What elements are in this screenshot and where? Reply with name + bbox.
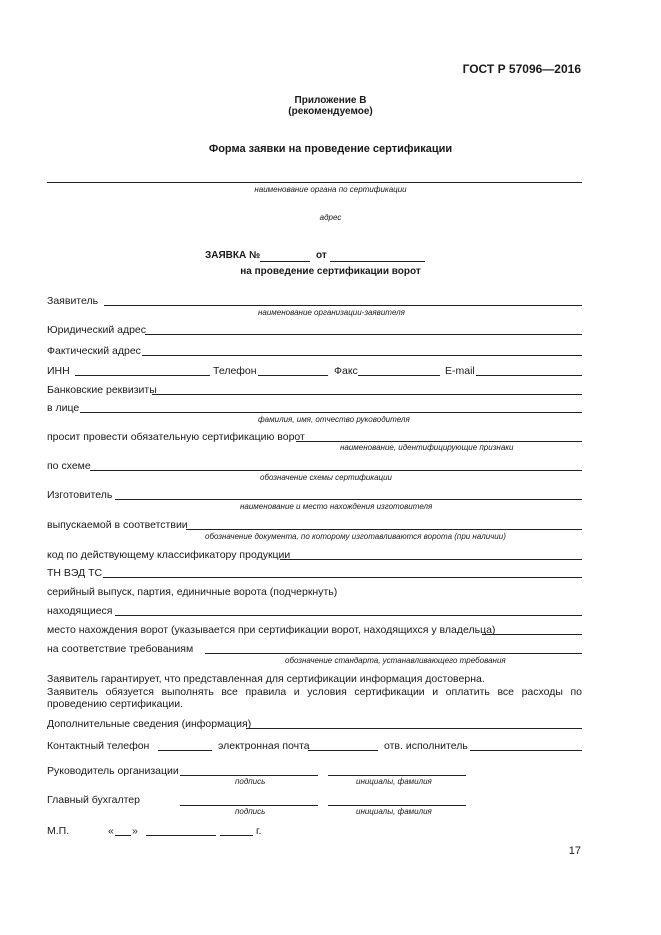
application-date-field[interactable] [330, 261, 425, 262]
fax-field[interactable] [358, 375, 440, 376]
guarantee-statement: Заявитель гарантирует, что представленная для сертификации информация достоверна. [47, 673, 485, 685]
inn-label: ИНН [47, 365, 70, 377]
application-subtitle: на проведение сертификации ворот [240, 266, 421, 277]
contact-phone-field[interactable] [158, 750, 212, 751]
manufacturer-hint: наименование и место нахождения изготовителя [240, 502, 433, 511]
release-type-label[interactable]: серийный выпуск, партия, единичные ворота (подчеркнуть) [47, 586, 338, 598]
appendix-title: Приложение В [294, 95, 367, 106]
head-initials-field[interactable] [328, 775, 466, 776]
code-field[interactable] [280, 559, 582, 560]
application-date-label: от [316, 250, 327, 261]
bank-label: Банковские реквизиты [47, 384, 157, 396]
compliance-field[interactable] [205, 653, 582, 654]
email-label: E-mail [445, 365, 475, 377]
person-field[interactable] [80, 412, 582, 413]
document-hint: обозначение документа, по которому изготавливаются ворота (при наличии) [205, 532, 506, 541]
location-label: место нахождения ворот (указывается при сертификации ворот, находящихся у владельца) [47, 624, 496, 636]
accountant-initials-hint: инициалы, фамилия [356, 807, 432, 816]
phone-field[interactable] [258, 375, 328, 376]
page-number: 17 [568, 845, 581, 857]
location-field[interactable] [482, 634, 582, 635]
scheme-field[interactable] [90, 470, 582, 471]
standard-number: ГОСТ Р 57096—2016 [462, 62, 581, 76]
email-field[interactable] [476, 375, 582, 376]
manufacturer-field[interactable] [115, 499, 582, 500]
actual-address-label: Фактический адрес [47, 345, 141, 357]
accountant-signature-label: Главный бухгалтер [47, 794, 140, 806]
legal-address-label: Юридический адрес [47, 324, 147, 336]
applicant-field[interactable] [104, 305, 582, 306]
obligation-statement: Заявитель обязуется выполнять все правила и условия сертификации и оплатить все расходы по проведению сертификации. [47, 686, 582, 710]
request-field[interactable] [296, 441, 582, 442]
application-number-label: ЗАЯВКА № [205, 250, 261, 261]
date-month-field[interactable] [146, 835, 216, 836]
application-number-field[interactable] [260, 261, 310, 262]
actual-address-field[interactable] [142, 355, 582, 356]
accountant-signature-hint: подпись [235, 807, 266, 816]
stamp-label: М.П. [47, 825, 70, 837]
date-open-quote: « [108, 825, 114, 837]
contact-phone-label: Контактный телефон [47, 740, 150, 752]
contact-email-label: электронная почта [218, 740, 310, 752]
scheme-label: по схеме [47, 460, 91, 472]
additional-label: Дополнительные сведения (информация) [47, 718, 252, 730]
contact-email-field[interactable] [308, 750, 378, 751]
request-label: просит провести обязательную сертификацию ворот [47, 431, 305, 443]
date-close-quote: » [132, 825, 138, 837]
inn-field[interactable] [75, 375, 210, 376]
address-hint: адрес [319, 213, 342, 222]
legal-address-field[interactable] [145, 334, 582, 335]
accountant-initials-field[interactable] [328, 805, 466, 806]
appendix-note: (рекомендуемое) [288, 106, 373, 117]
located-field[interactable] [115, 615, 582, 616]
head-signature-field[interactable] [180, 775, 318, 776]
gate-id-hint: наименование, идентифицирующие признаки [340, 443, 514, 452]
head-name-hint: фамилия, имя, отчество руководителя [258, 415, 410, 424]
head-initials-hint: инициалы, фамилия [356, 777, 432, 786]
scheme-hint: обозначение схемы сертификации [260, 473, 392, 482]
tnved-label: ТН ВЭД ТС [47, 567, 103, 579]
located-label: находящиеся [47, 605, 113, 617]
fax-label: Факс [334, 365, 358, 377]
applicant-label: Заявитель [47, 295, 99, 307]
produced-label: выпускаемой в соответствии [47, 519, 188, 531]
person-label: в лице [47, 402, 80, 414]
standard-req-hint: обозначение стандарта, устанавливающего требования [285, 656, 506, 665]
manufacturer-label: Изготовитель [47, 489, 113, 501]
responsible-label: отв. исполнитель [384, 740, 468, 752]
year-suffix: г. [256, 825, 262, 837]
accountant-signature-field[interactable] [180, 805, 318, 806]
bank-field[interactable] [152, 394, 582, 395]
tnved-field[interactable] [103, 577, 582, 578]
head-signature-label: Руководитель организации [47, 765, 179, 777]
phone-label: Телефон [213, 365, 257, 377]
produced-field[interactable] [186, 529, 582, 530]
head-signature-hint: подпись [235, 777, 266, 786]
form-title: Форма заявки на проведение сертификации [208, 143, 453, 155]
responsible-field[interactable] [470, 750, 582, 751]
compliance-label: на соответствие требованиям [47, 643, 194, 655]
code-label: код по действующему классификатору продукции [47, 549, 291, 561]
additional-field[interactable] [246, 728, 582, 729]
cert-body-hint: наименование органа по сертификации [254, 185, 407, 194]
date-day-field[interactable] [115, 835, 131, 836]
date-year-field[interactable] [220, 835, 253, 836]
applicant-hint: наименование организации-заявителя [258, 308, 405, 317]
cert-body-line[interactable] [47, 182, 582, 183]
